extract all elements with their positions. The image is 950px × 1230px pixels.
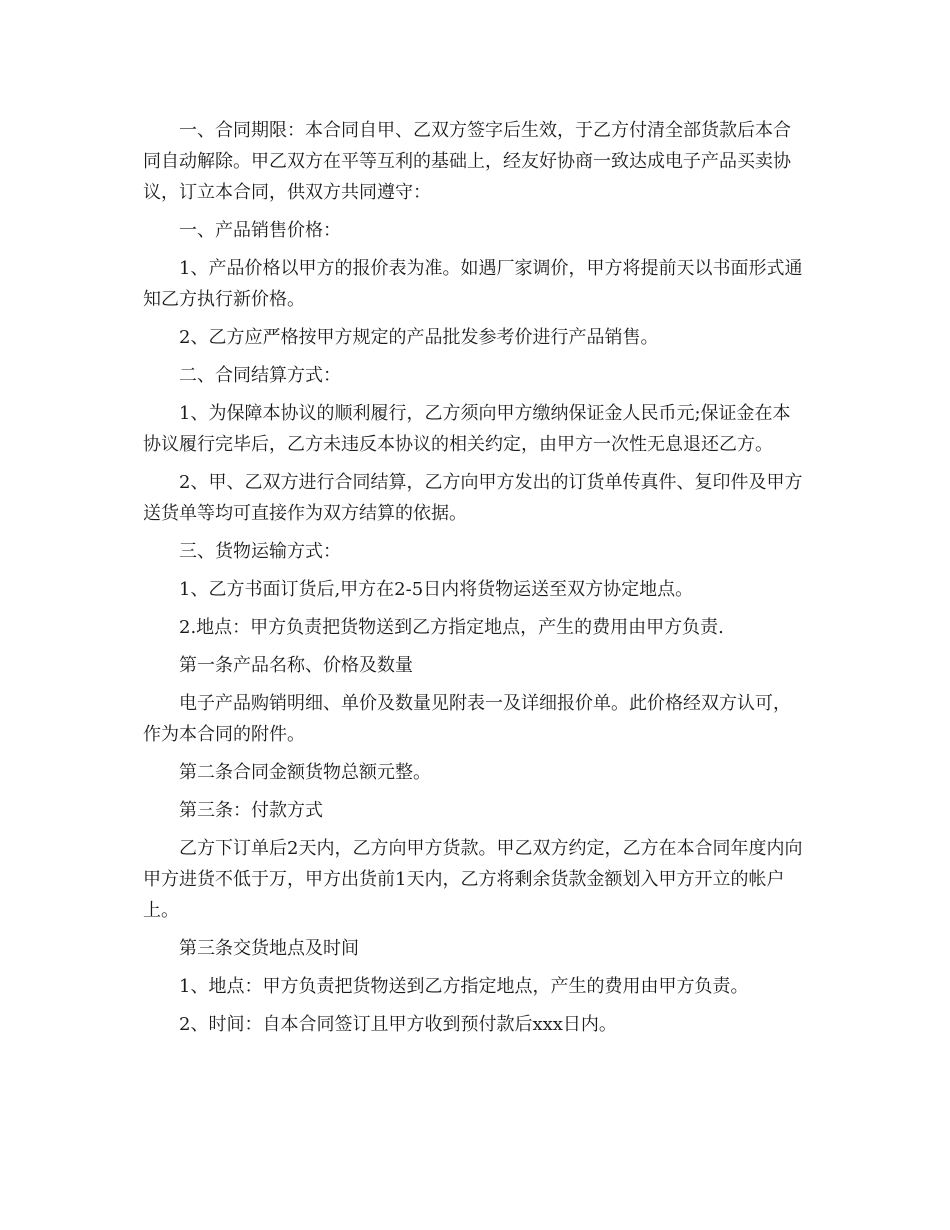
article-2-heading: 第二条合同金额货物总额元整。 <box>179 762 431 783</box>
clause-settlement-basis: 2、甲、乙双方进行合同结算，乙方向甲方发出的订货单传真件、复印件及甲方送货单等均可直接作为双方结算的依据。 <box>143 472 803 524</box>
clause-price-basis: 1、产品价格以甲方的报价表为准。如遇厂家调价，甲方将提前天以书面形式通知乙方执行新价格。 <box>143 258 803 310</box>
clause-delivery-time: 1、乙方书面订货后,甲方在2-5日内将货物运送至双方协定地点。 <box>179 579 694 600</box>
article-3-body: 乙方下订单后2天内，乙方向甲方货款。甲乙双方约定，乙方在本合同年度内向甲方进货不低于万，甲方出货前1天内，乙方将剩余货款金额划入甲方开立的帐户上。 <box>143 838 803 921</box>
document-body <box>143 115 808 1047</box>
article-3b-time: 2、时间：自本合同签订且甲方收到预付款后xxx日内。 <box>179 1014 617 1035</box>
section-heading-transport: 三、货物运输方式： <box>179 541 341 562</box>
clause-deposit: 1、为保障本协议的顺利履行，乙方须向甲方缴纳保证金人民币元;保证金在本协议履行完毕后，乙方未违反本协议的相关约定，由甲方一次性无息退还乙方。 <box>143 403 791 455</box>
article-3-heading: 第三条：付款方式 <box>179 800 323 821</box>
article-3b-heading: 第三条交货地点及时间 <box>179 938 359 959</box>
article-1-heading: 第一条产品名称、价格及数量 <box>179 655 413 676</box>
section-heading-settlement: 二、合同结算方式： <box>179 365 341 386</box>
clause-contract-term: 一、合同期限：本合同自甲、乙双方签字后生效，于乙方付清全部货款后本合同自动解除。甲乙双方在平等互利的基础上，经友好协商一致达成电子产品买卖协议，订立本合同，供双方共同遵守： <box>143 120 791 203</box>
clause-price-compliance: 2、乙方应严格按甲方规定的产品批发参考价进行产品销售。 <box>179 327 659 348</box>
section-heading-price: 一、产品销售价格： <box>179 220 341 241</box>
article-3b-location: 1、地点：甲方负责把货物送到乙方指定地点，产生的费用由甲方负责。 <box>179 976 749 997</box>
clause-delivery-location: 2.地点：甲方负责把货物送到乙方指定地点，产生的费用由甲方负责. <box>179 617 724 638</box>
article-1-body: 电子产品购销明细、单价及数量见附表一及详细报价单。此价格经双方认可，作为本合同的附件。 <box>143 693 791 745</box>
